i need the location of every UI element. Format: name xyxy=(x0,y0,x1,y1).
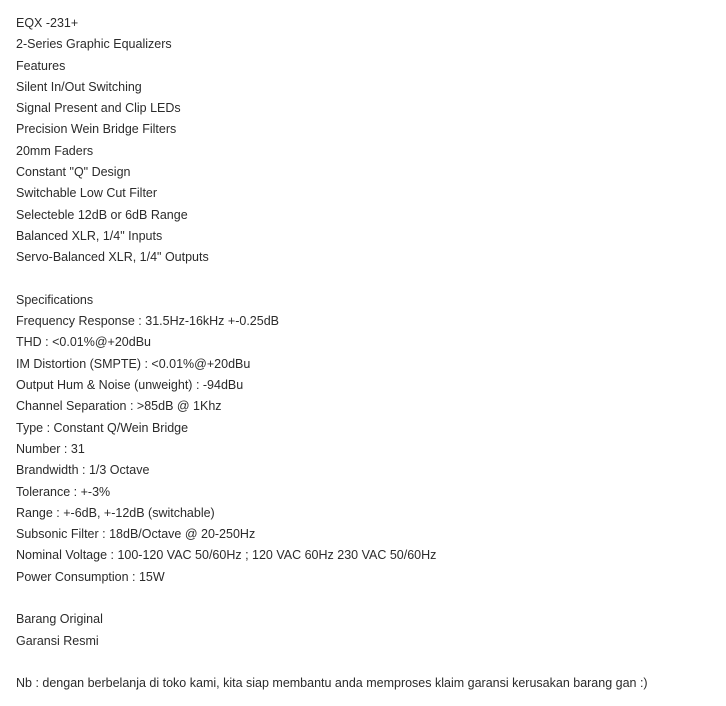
feature-item: Silent In/Out Switching xyxy=(16,79,142,94)
features-heading: Features xyxy=(16,58,66,73)
footer-note: Nb : dengan berbelanja di toko kami, kita siap membantu anda memproses klaim garansi kerusakan barang gan :) xyxy=(16,676,648,691)
spec-item: IM Distortion (SMPTE) : <0.01%@+20dBu xyxy=(16,356,251,371)
feature-item: Precision Wein Bridge Filters xyxy=(16,122,177,137)
spec-item: Subsonic Filter : 18dB/Octave @ 20-250Hz xyxy=(16,527,256,542)
product-series: 2-Series Graphic Equalizers xyxy=(16,37,172,52)
spec-item: THD : <0.01%@+20dBu xyxy=(16,335,151,350)
warranty-note: Garansi Resmi xyxy=(16,633,99,648)
spec-item: Power Consumption : 15W xyxy=(16,569,165,584)
product-model: EQX -231+ xyxy=(16,16,79,30)
original-note: Barang Original xyxy=(16,612,103,627)
spec-item: Type : Constant Q/Wein Bridge xyxy=(16,420,189,435)
spec-item: Output Hum & Noise (unweight) : -94dBu xyxy=(16,378,244,393)
spec-item: Tolerance : +-3% xyxy=(16,484,111,499)
blank-line xyxy=(16,652,716,673)
feature-item: Selecteble 12dB or 6dB Range xyxy=(16,207,188,222)
product-description xyxy=(16,13,716,695)
spec-item: Nominal Voltage : 100-120 VAC 50/60Hz ; 120 VAC 60Hz 230 VAC 50/60Hz xyxy=(16,548,437,563)
blank-line xyxy=(16,588,716,609)
blank-line xyxy=(16,269,716,290)
spec-item: Range : +-6dB, +-12dB (switchable) xyxy=(16,505,215,520)
feature-item: Signal Present and Clip LEDs xyxy=(16,101,181,116)
feature-item: Balanced XLR, 1/4" Inputs xyxy=(16,228,163,243)
feature-item: Constant "Q" Design xyxy=(16,165,131,180)
feature-item: Switchable Low Cut Filter xyxy=(16,186,158,201)
feature-item: Servo-Balanced XLR, 1/4" Outputs xyxy=(16,250,209,265)
feature-item: 20mm Faders xyxy=(16,143,94,158)
spec-item: Brandwidth : 1/3 Octave xyxy=(16,463,150,478)
spec-item: Channel Separation : >85dB @ 1Khz xyxy=(16,399,222,414)
spec-item: Frequency Response : 31.5Hz-16kHz +-0.25dB xyxy=(16,314,279,329)
specifications-heading: Specifications xyxy=(16,292,94,307)
spec-item: Number : 31 xyxy=(16,441,85,456)
